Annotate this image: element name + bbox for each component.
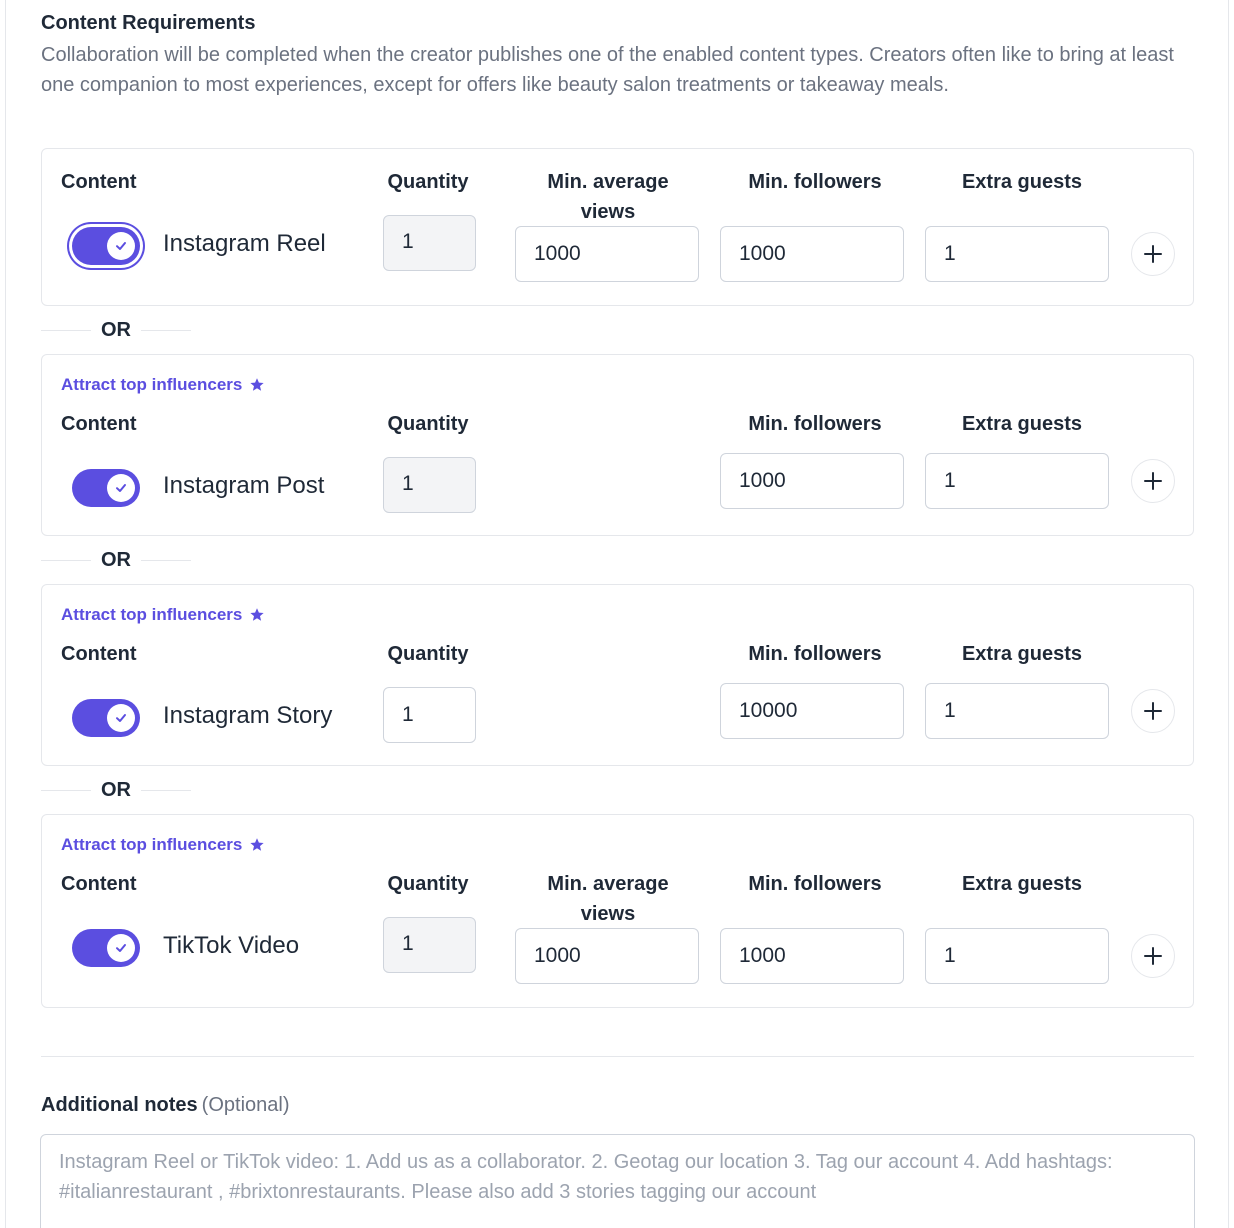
plus-icon (1143, 471, 1163, 491)
header-min-followers: Min. followers (748, 873, 882, 895)
plus-icon (1143, 244, 1163, 264)
header-extra-guests: Extra guests (961, 171, 1083, 193)
header-min-followers: Min. followers (748, 643, 882, 665)
attract-top-influencers (61, 605, 265, 625)
check-icon (107, 474, 135, 502)
toggle-tiktok-video[interactable] (72, 929, 140, 967)
attract-label: Attract top influencers (61, 605, 243, 624)
panel-border-right (1228, 0, 1229, 1228)
header-quantity: Quantity (387, 643, 469, 665)
content-type-label: Instagram Reel (163, 230, 326, 257)
plus-icon (1143, 701, 1163, 721)
content-type-label: TikTok Video (163, 932, 300, 959)
min-followers-input[interactable]: 1000 (720, 453, 904, 509)
check-icon (107, 232, 135, 260)
add-button[interactable] (1131, 459, 1175, 503)
additional-notes-label (41, 1094, 289, 1117)
min-followers-input[interactable]: 1000 (720, 928, 904, 984)
min-followers-input[interactable]: 10000 (720, 683, 904, 739)
extra-guests-input[interactable]: 1 (925, 928, 1109, 984)
header-min-views: Min. average views (547, 171, 669, 223)
header-content: Content (61, 171, 137, 193)
extra-guests-input[interactable]: 1 (925, 683, 1109, 739)
header-min-followers: Min. followers (748, 413, 882, 435)
notes-label-text: Additional notes (41, 1094, 198, 1116)
min-views-input[interactable]: 1000 (515, 226, 699, 282)
header-extra-guests: Extra guests (961, 873, 1083, 895)
header-quantity: Quantity (387, 413, 469, 435)
toggle-instagram-post[interactable] (72, 469, 140, 507)
extra-guests-input[interactable]: 1 (925, 226, 1109, 282)
section-divider (41, 1056, 1194, 1057)
panel-border-left (5, 0, 6, 1228)
optional-label: (Optional) (201, 1094, 290, 1116)
add-button[interactable] (1131, 232, 1175, 276)
header-quantity: Quantity (387, 171, 469, 193)
quantity-input[interactable]: 1 (383, 917, 476, 973)
star-icon (249, 377, 265, 393)
attract-top-influencers (61, 835, 265, 855)
quantity-input[interactable]: 1 (383, 687, 476, 743)
content-card-instagram-post (41, 354, 1194, 536)
header-content: Content (61, 643, 137, 665)
add-button[interactable] (1131, 934, 1175, 978)
header-min-views: Min. average views (547, 873, 669, 925)
attract-top-influencers (61, 375, 265, 395)
header-extra-guests: Extra guests (961, 643, 1083, 665)
quantity-input[interactable]: 1 (383, 457, 476, 513)
toggle-instagram-reel[interactable] (72, 227, 140, 265)
attract-label: Attract top influencers (61, 835, 243, 854)
content-card-instagram-reel (41, 148, 1194, 306)
star-icon (249, 607, 265, 623)
or-separator: OR (41, 775, 191, 805)
add-button[interactable] (1131, 689, 1175, 733)
content-type-label: Instagram Story (163, 702, 333, 729)
section-description: Collaboration will be completed when the creator publishes one of the enabled content types. Creators often like to bring at least one companion to most experiences, except for offers like beauty salon treatments or takeaway meals. (41, 44, 1174, 96)
header-content: Content (61, 413, 137, 435)
header-min-followers: Min. followers (748, 171, 882, 193)
toggle-instagram-story[interactable] (72, 699, 140, 737)
section-title: Content Requirements (41, 12, 256, 34)
header-content: Content (61, 873, 137, 895)
additional-notes-textarea[interactable] (40, 1134, 1195, 1228)
check-icon (107, 704, 135, 732)
min-followers-input[interactable]: 1000 (720, 226, 904, 282)
content-card-tiktok-video (41, 814, 1194, 1008)
header-extra-guests: Extra guests (961, 413, 1083, 435)
quantity-input[interactable]: 1 (383, 215, 476, 271)
extra-guests-input[interactable]: 1 (925, 453, 1109, 509)
header-quantity: Quantity (387, 873, 469, 895)
min-views-input[interactable]: 1000 (515, 928, 699, 984)
content-type-label: Instagram Post (163, 472, 325, 499)
check-icon (107, 934, 135, 962)
notes-placeholder: Instagram Reel or TikTok video: 1. Add us as a collaborator. 2. Geotag our location 3. Tag our account 4. Add hashtags: #italianrestaurant , #brixtonrestaurants. Please also add 3 stories tagging our account (59, 1151, 1113, 1203)
attract-label: Attract top influencers (61, 375, 243, 394)
star-icon (249, 837, 265, 853)
or-separator: OR (41, 315, 191, 345)
content-card-instagram-story (41, 584, 1194, 766)
or-separator: OR (41, 545, 191, 575)
plus-icon (1143, 946, 1163, 966)
